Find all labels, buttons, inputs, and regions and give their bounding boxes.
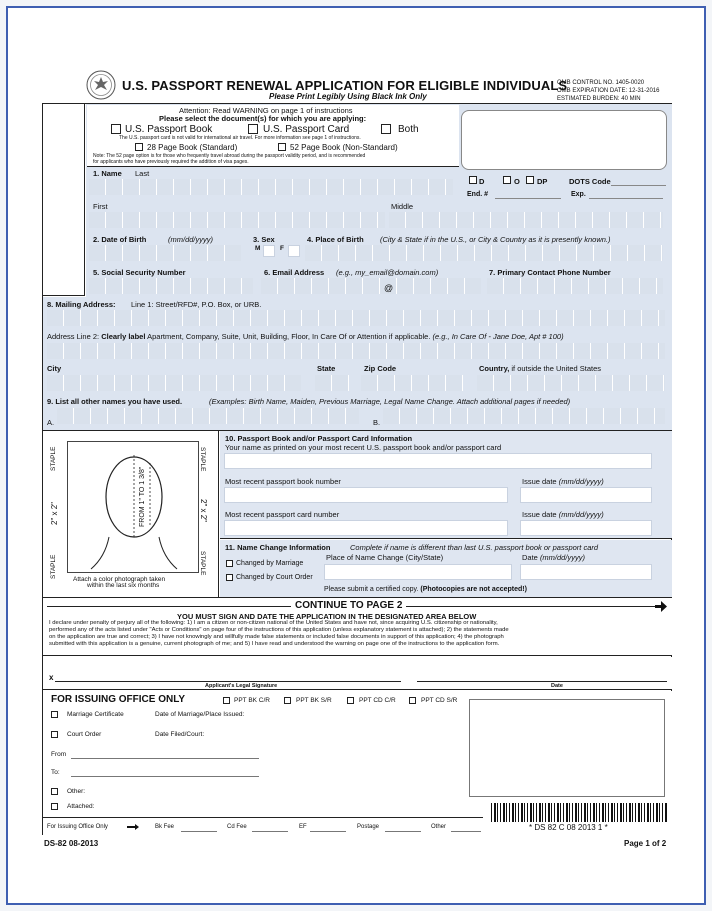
- ppt-cd-sr-checkbox[interactable]: [409, 697, 416, 704]
- address-line2-label: Address Line 2: Clearly label Apartment, Company, Suite, Unit, Building, Floor, In Care Of or Attention if applicable. (e.g., In Care Of - Jane Doe, Apt # 100): [47, 332, 564, 341]
- other-checkbox[interactable]: [51, 788, 58, 795]
- book-issue-label: Issue date (mm/dd/yyyy): [522, 477, 604, 486]
- section-11-hint: Complete if name is different than last U.S. passport book or passport card: [350, 543, 599, 552]
- court-order-checkbox[interactable]: [51, 731, 58, 738]
- estimated-burden: ESTIMATED BURDEN: 40 MIN: [557, 96, 641, 102]
- ppt-cd-cr-label: PPT CD C/R: [359, 697, 396, 704]
- last-name-label: Last: [135, 169, 150, 178]
- mailing-line1-hint: Line 1: Street/RFD#, P.O. Box, or URB.: [131, 300, 262, 309]
- page-number: Page 1 of 2: [624, 839, 667, 848]
- dp-checkbox[interactable]: [526, 176, 534, 184]
- fee-arrow-icon: [127, 824, 139, 830]
- card-number-input[interactable]: [224, 520, 508, 536]
- date-marriage-label: Date of Marriage/Place Issued:: [155, 711, 245, 718]
- declaration-line-1: I declare under penalty of perjury all of the following: 1) I am a citizen or non-citizen national of the United States and have not, since acquiring U.S. citizenship or nationality,: [49, 620, 498, 626]
- book-number-input[interactable]: [224, 487, 508, 503]
- other-label: Other:: [67, 788, 86, 795]
- photo-area: [43, 431, 219, 597]
- name-label: 1. Name: [93, 169, 122, 178]
- middle-name-label: Middle: [391, 202, 414, 211]
- marriage-certificate-checkbox[interactable]: [51, 711, 58, 718]
- email-at-sign: @: [384, 283, 394, 293]
- signature-x: x: [49, 673, 54, 682]
- section-11: [220, 540, 672, 597]
- declaration: [43, 598, 672, 656]
- attached-checkbox[interactable]: [51, 803, 58, 810]
- sex-label: 3. Sex: [253, 235, 275, 244]
- pob-input[interactable]: [305, 245, 663, 261]
- ppt-bk-sr-checkbox[interactable]: [284, 697, 291, 704]
- declaration-line-2: performed any of the acts listed under "Acts or Conditions" on page four of the instructions of this application (unless explanatory statement is attached); 2) the statements made: [49, 627, 509, 633]
- ppt-bk-cr-label: PPT BK C/R: [234, 697, 271, 704]
- sex-f-box[interactable]: [288, 245, 300, 257]
- name-change-date-input[interactable]: [520, 564, 652, 580]
- issuing-office: [43, 691, 672, 836]
- book-issue-input[interactable]: [520, 487, 652, 503]
- marriage-certificate-label: Marriage Certificate: [67, 711, 124, 718]
- changed-by-court-checkbox[interactable]: [226, 574, 233, 581]
- attached-label: Attached:: [67, 803, 95, 810]
- 28-page-label: 28 Page Book (Standard): [147, 143, 238, 152]
- changed-by-marriage-checkbox[interactable]: [226, 560, 233, 567]
- address-line2-input[interactable]: [47, 343, 665, 359]
- staple-bottom-left: STAPLE: [50, 554, 57, 579]
- phone-input[interactable]: [487, 278, 663, 294]
- dots-code-label: DOTS Code: [569, 177, 611, 186]
- 52-page-label: 52 Page Book (Non-Standard): [290, 143, 398, 152]
- o-checkbox[interactable]: [503, 176, 511, 184]
- mailing-label: 8. Mailing Address:: [47, 300, 116, 309]
- declaration-line-4: submitted with this application is a genuine, current photograph of me; and 5) I have read and understood the warning on page one of the instructions to the application form.: [49, 641, 500, 647]
- city-input[interactable]: [47, 375, 301, 391]
- middle-name-input[interactable]: [389, 212, 663, 228]
- section-10-sub: Your name as printed on your most recent U.S. passport book and/or passport card: [225, 443, 502, 452]
- select-text: Please select the document(s) for which you are applying:: [159, 114, 367, 123]
- other-names-hint: (Examples: Birth Name, Maiden, Previous Marriage, Legal Name Change. Attach additional pages if needed): [209, 397, 571, 406]
- date-label: Date: [551, 683, 563, 689]
- section-10: [220, 431, 672, 539]
- name-change-place-label: Place of Name Change (City/State): [326, 553, 444, 562]
- country-input[interactable]: [477, 375, 665, 391]
- d-label: D: [479, 177, 485, 186]
- omb-expiration: OMB EXPIRATION DATE: 12-31-2016: [557, 88, 660, 94]
- end-label: End. #: [467, 191, 489, 198]
- barcode: [491, 803, 667, 822]
- photo-size-right: 2" x 2": [199, 499, 208, 523]
- sex-m-box[interactable]: [263, 245, 275, 257]
- zip-label: Zip Code: [364, 364, 397, 373]
- email-hint: (e.g., my_email@domain.com): [336, 268, 439, 277]
- issuing-office-title: FOR ISSUING OFFICE ONLY: [51, 694, 186, 705]
- state-department-seal-icon: [86, 70, 116, 100]
- date-filed-label: Date Filed/Court:: [155, 731, 205, 738]
- other-name-b-input[interactable]: [383, 408, 665, 424]
- first-name-label: First: [93, 202, 108, 211]
- section-10-title: 10. Passport Book and/or Passport Card Information: [225, 434, 413, 443]
- changed-by-marriage-label: Changed by Marriage: [236, 560, 304, 567]
- other-name-a-label: A.: [47, 418, 55, 427]
- application-form: [42, 103, 672, 835]
- office-photo-box: [469, 699, 665, 797]
- form-id: DS-82 08-2013: [44, 839, 99, 848]
- 52-page-checkbox[interactable]: [278, 143, 286, 151]
- ssn-label: 5. Social Security Number: [93, 268, 186, 277]
- postage-label: Postage: [357, 824, 380, 830]
- ssn-input[interactable]: [89, 278, 253, 294]
- pob-label: 4. Place of Birth: [307, 235, 364, 244]
- city-label: City: [47, 364, 62, 373]
- omb-control: OMB CONTROL NO. 1405-0020: [557, 80, 645, 86]
- cd-fee-label: Cd Fee: [227, 824, 247, 830]
- card-issue-label: Issue date (mm/dd/yyyy): [522, 510, 604, 519]
- both-checkbox[interactable]: [381, 124, 391, 134]
- ppt-cd-sr-label: PPT CD S/R: [421, 697, 458, 704]
- phone-label: 7. Primary Contact Phone Number: [489, 268, 611, 277]
- barcode-text: * DS 82 C 08 2013 1 *: [529, 823, 608, 832]
- signature-label: Applicant's Legal Signature: [205, 683, 278, 689]
- declaration-line-3: on the application are true and correct; 3) I have not knowingly and willfully made false statements or included false documents in support of this application; 4) the photograph: [49, 634, 504, 640]
- left-margin-block: [43, 104, 85, 296]
- form-subtitle: Please Print Legibly Using Black Ink Only: [269, 92, 427, 101]
- head-outline-icon: [87, 445, 181, 571]
- signature-line[interactable]: [55, 681, 401, 682]
- book-number-label: Most recent passport book number: [225, 477, 341, 486]
- other-name-b-label: B.: [373, 418, 381, 427]
- date-line[interactable]: [417, 681, 667, 682]
- from-label: From: [51, 751, 67, 758]
- ppt-cd-cr-checkbox[interactable]: [347, 697, 354, 704]
- to-label: To:: [51, 769, 60, 776]
- sex-m: M: [255, 245, 261, 252]
- other-names-label: 9. List all other names you have used.: [47, 397, 183, 406]
- office-use-box: [461, 110, 667, 170]
- certified-copy-note: Please submit a certified copy. (Photocopies are not accepted!): [324, 586, 527, 593]
- document-selection: [87, 105, 459, 167]
- passport-book-checkbox[interactable]: [111, 124, 121, 134]
- passport-name-input[interactable]: [224, 453, 652, 469]
- continue-label: CONTINUE TO PAGE 2: [291, 601, 406, 611]
- changed-by-court-label: Changed by Court Order: [236, 574, 313, 581]
- dob-input[interactable]: [89, 245, 241, 261]
- ef-label: EF: [299, 824, 307, 830]
- other-fee-label: Other: [431, 824, 447, 830]
- photo-head-size: FROM 1" TO 1 3/8": [139, 466, 146, 527]
- ppt-bk-sr-label: PPT BK S/R: [296, 697, 332, 704]
- section-11-title: 11. Name Change Information: [225, 543, 331, 552]
- o-label: O: [514, 177, 520, 186]
- sign-instruction: YOU MUST SIGN AND DATE THE APPLICATION IN THE DESIGNATED AREA BELOW: [177, 612, 477, 621]
- page-note: Note: The 52 page option is for those who frequently travel abroad during the passport validity period, and is recommended: [93, 153, 366, 159]
- card-issue-input[interactable]: [520, 520, 652, 536]
- dob-format: (mm/dd/yyyy): [168, 235, 213, 244]
- dob-label: 2. Date of Birth: [93, 235, 147, 244]
- staple-top-left: STAPLE: [50, 446, 57, 471]
- country-label: Country, if outside the United States: [479, 364, 602, 373]
- passport-card-label: U.S. Passport Card: [263, 124, 350, 135]
- staple-bottom-right: STAPLE: [199, 551, 206, 576]
- photo-caption-2: within the last six months: [87, 582, 160, 589]
- photo-size-left: 2" x 2": [50, 501, 59, 525]
- court-order-label: Court Order: [67, 731, 102, 738]
- staple-top-right: STAPLE: [199, 447, 206, 472]
- attention-text: Attention: Read WARNING on page 1 of instructions: [179, 106, 353, 115]
- passport-book-label: U.S. Passport Book: [125, 124, 213, 135]
- last-name-input[interactable]: [89, 179, 453, 195]
- sex-f: F: [280, 245, 284, 252]
- name-change-place-input[interactable]: [324, 564, 512, 580]
- other-name-a-input[interactable]: [57, 408, 359, 424]
- state-input[interactable]: [315, 375, 349, 391]
- pob-hint: (City & State if in the U.S., or City & Country as it is presently known.): [380, 235, 611, 244]
- ppt-bk-cr-checkbox[interactable]: [223, 697, 230, 704]
- dp-label: DP: [537, 177, 548, 186]
- bk-fee-label: Bk Fee: [155, 824, 175, 830]
- photo-caption-1: Attach a color photograph taken: [73, 576, 166, 583]
- mailing-line1-input[interactable]: [47, 310, 665, 326]
- zip-input[interactable]: [361, 375, 463, 391]
- 28-page-checkbox[interactable]: [135, 143, 143, 151]
- form-title: U.S. PASSPORT RENEWAL APPLICATION FOR ELIGIBLE INDIVIDUALS: [122, 78, 568, 93]
- exp-label: Exp.: [571, 191, 586, 198]
- d-checkbox[interactable]: [469, 176, 477, 184]
- arrow-right-icon: [655, 601, 667, 612]
- first-name-input[interactable]: [89, 212, 385, 228]
- card-number-label: Most recent passport card number: [225, 510, 340, 519]
- email-label: 6. Email Address: [264, 268, 325, 277]
- page-note-2: for applicants who have previously required the addition of visa pages.: [93, 159, 249, 165]
- card-note: The U.S. passport card is not valid for international air travel. For more information see page 1 of instructions.: [119, 135, 361, 141]
- state-label: State: [317, 364, 336, 373]
- passport-card-checkbox[interactable]: [248, 124, 258, 134]
- name-change-date-label: Date (mm/dd/yyyy): [522, 553, 585, 562]
- email-input[interactable]: [261, 278, 481, 294]
- for-issuing-office-label: For Issuing Office Only: [47, 824, 108, 830]
- signature-area: [43, 657, 672, 690]
- both-label: Both: [398, 124, 419, 135]
